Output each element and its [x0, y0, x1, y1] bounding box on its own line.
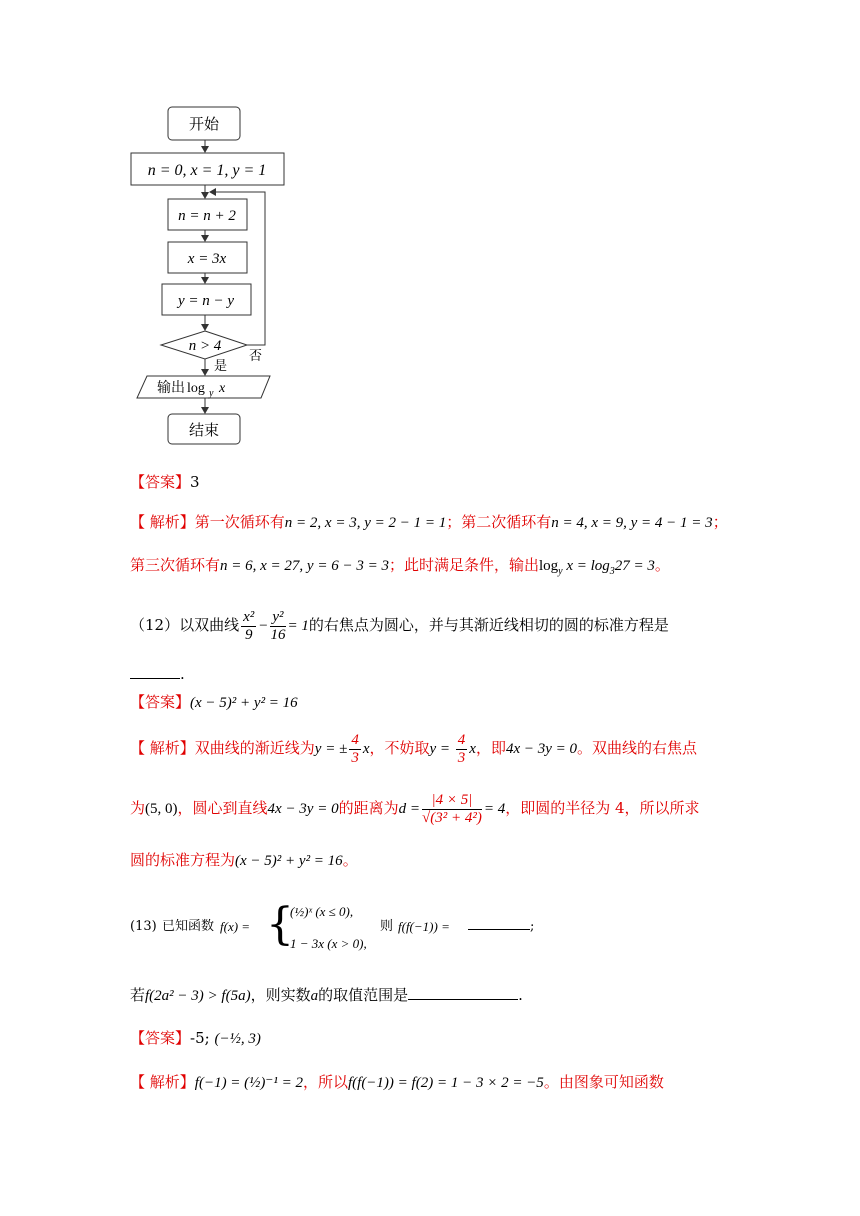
output-log: log — [187, 381, 205, 396]
step3-text: y = n − y — [177, 293, 235, 309]
frac-num: 4 — [351, 731, 359, 748]
q12-blank: . — [130, 662, 730, 686]
q13-analysis — [130, 1070, 730, 1095]
output-base: y — [209, 388, 214, 399]
text: ，不妨取 — [369, 739, 430, 757]
frac-num: y² — [272, 608, 284, 625]
answer-tag: 【答案】 — [130, 693, 191, 711]
end-text: 结束 — [188, 421, 220, 439]
math: = 1 — [287, 618, 309, 634]
frac-num: x² — [243, 608, 255, 625]
question-number: （12） — [130, 616, 180, 634]
q11-answer — [130, 470, 730, 494]
math: (5, 0) — [145, 801, 178, 817]
text: 若 — [130, 986, 146, 1004]
q12-question: （12）以双曲线 $\frac{\text{x²}}{9}$ − $\frac{\text{y²}}{16}$ = 1的右焦点为圆心，并与其渐近线相切的圆的标准方程是 — [130, 608, 669, 643]
math: n = 4, x = 9, y = 4 − 1 = 3 — [551, 515, 713, 531]
q12-analysis-line2 — [130, 788, 730, 829]
q13-answer — [130, 1026, 730, 1051]
step1-text: n = n + 2 — [178, 208, 236, 224]
flowchart — [0, 0, 860, 460]
text: ；此时满足条件，输出 — [388, 556, 539, 574]
init-text: n = 0, x = 1, y = 1 — [147, 162, 267, 179]
text: 。双曲线的右焦点 — [577, 739, 698, 757]
math: 4x − 3y = 0 — [267, 801, 339, 817]
frac-den: √(3² + 4²) — [421, 809, 482, 826]
math: x = log — [566, 558, 610, 574]
math: 27 = 3 — [614, 558, 655, 574]
math: f(−1) = (½)⁻¹ = 2 — [194, 1075, 303, 1091]
text: 。由图象可知函数 — [543, 1073, 664, 1091]
math: = 4 — [483, 801, 506, 817]
math-sub: 3 — [609, 566, 615, 577]
step2-text: x = 3x — [187, 251, 227, 267]
q12-analysis-line1: 【 解析】双曲线的渐近线为y = ± $\frac{4}{3}$ x，不妨取y = $\frac{4}{3}$ x，即4x − 3y = 0。双曲线的右焦点 — [130, 731, 698, 766]
frac-num: |4 × 5| — [422, 792, 482, 810]
math: n = 2, x = 3, y = 2 − 1 = 1 — [284, 515, 447, 531]
frac-den: 9 — [244, 626, 253, 643]
q12-analysis-line3 — [130, 848, 730, 873]
answer-value: (−½, 3) — [214, 1031, 261, 1047]
output-prefix: 输出 — [157, 380, 185, 396]
case1: (½)ˣ (x ≤ 0), — [290, 904, 354, 919]
yes-label: 是 — [214, 359, 228, 374]
q12-answer — [130, 690, 730, 715]
text: 第三次循环有 — [130, 556, 221, 574]
math: f(f(−1)) = — [398, 919, 450, 934]
cond-text: n > 4 — [188, 338, 222, 354]
answer-tag: 【答案】 — [130, 473, 191, 491]
math: 4x − 3y = 0 — [505, 741, 578, 757]
math: f(x) = — [220, 919, 251, 934]
answer-value: -5; — [190, 1029, 210, 1047]
answer-tag: 【答案】 — [130, 1029, 191, 1047]
frac-den: 3 — [457, 749, 466, 766]
output-arg: x — [219, 381, 226, 396]
question-number: (13) — [130, 919, 157, 934]
analysis-tag: 【 解析】 — [130, 513, 195, 531]
no-label: 否 — [249, 349, 263, 364]
text: 则 — [380, 919, 394, 934]
text: ； — [712, 513, 728, 531]
text: 的右焦点为圆心，并与其渐近线相切的圆的标准方程是 — [308, 616, 669, 634]
text: ，所以 — [302, 1073, 348, 1091]
text: ，则实数 — [250, 986, 311, 1004]
text: 双曲线的渐近线为 — [194, 739, 315, 757]
text: 已知函数 — [162, 919, 215, 934]
text: 为 — [130, 799, 146, 817]
q13-question: (13) 已知函数 f(x) = { (½)ˣ (x ≤ 0), 1 − 3x (x > 0), 则 f(f(−1)) = ; — [130, 898, 730, 958]
q11-analysis-line1 — [130, 510, 730, 535]
analysis-tag: 【 解析】 — [130, 1073, 195, 1091]
answer-value: (x − 5)² + y² = 16 — [190, 695, 298, 711]
math: n = 6, x = 27, y = 6 − 3 = 3 — [220, 558, 389, 574]
text: ，即圆的半径为 4，所以所求 — [505, 799, 700, 817]
text: 以双曲线 — [179, 616, 240, 634]
text: ，圆心到直线 — [177, 799, 268, 817]
frac-den: 3 — [351, 749, 359, 766]
frac-num: 4 — [457, 731, 466, 748]
brace: { — [266, 899, 294, 950]
text: 的取值范围是 — [318, 986, 409, 1004]
math: (x − 5)² + y² = 16 — [235, 853, 343, 869]
start-text: 开始 — [188, 115, 220, 133]
frac-den: 16 — [270, 626, 286, 643]
analysis-tag: 【 解析】 — [130, 739, 195, 757]
text: 圆的标准方程为 — [130, 851, 236, 869]
text: 。 — [342, 851, 358, 869]
text: 第一次循环有 — [194, 513, 285, 531]
answer-value: 3 — [190, 473, 200, 491]
math: f(f(−1)) = f(2) = 1 − 3 × 2 = −5 — [347, 1075, 544, 1091]
case2: 1 − 3x (x > 0), — [290, 936, 367, 951]
math: a — [310, 988, 319, 1004]
text: 。 — [654, 556, 670, 574]
math: f(2a² − 3) > f(5a) — [145, 988, 251, 1004]
text: ，即 — [475, 739, 506, 757]
math: d = — [398, 801, 420, 817]
q11-analysis-line2: 第三次循环有n = 6, x = 27, y = 6 − 3 = 3；此时满足条件，输出$\log_y x = \log_327 = 3$。 — [130, 556, 670, 577]
text: 的距离为 — [338, 799, 399, 817]
q13-line2: 若f(2a² − 3) > f(5a)，则实数a的取值范围是 . — [130, 986, 523, 1004]
text: ；第二次循环有 — [446, 513, 552, 531]
